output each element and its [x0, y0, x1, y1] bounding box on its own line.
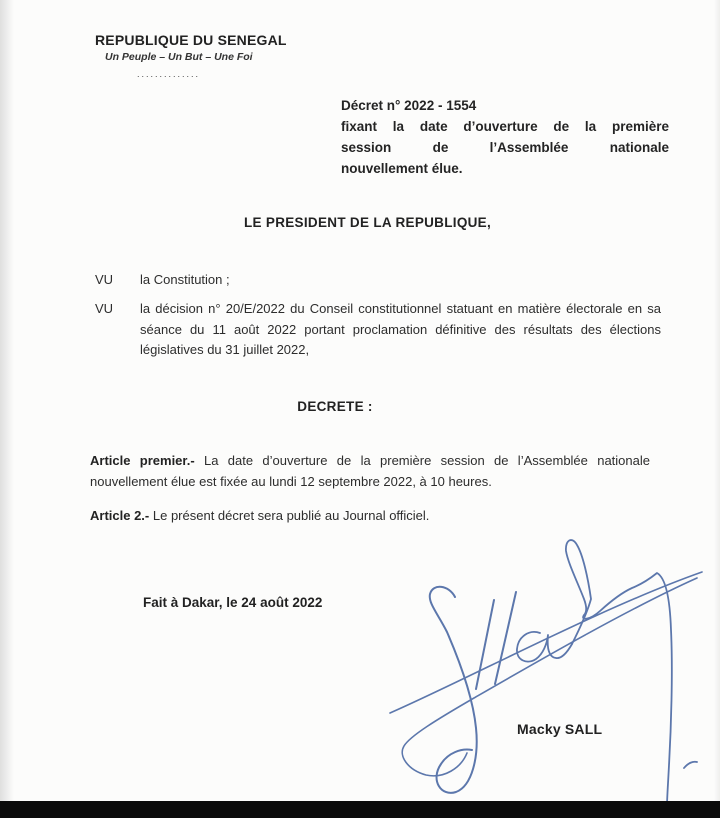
article-2-text: Le présent décret sera publié au Journal officiel. — [152, 508, 430, 523]
separator-dots: .............. — [137, 69, 201, 79]
screenshot-bottom-black-bar — [0, 801, 720, 818]
signer-name: Macky SALL — [517, 721, 603, 737]
article-1 — [90, 450, 650, 492]
article-1-label: Article premier.- — [90, 453, 195, 468]
country-name: REPUBLIQUE DU SENEGAL — [95, 32, 287, 48]
signature-stroke-l2 — [495, 592, 516, 684]
signature-stroke-l1 — [476, 600, 494, 689]
decrete-heading: DECRETE : — [297, 399, 373, 414]
visa-item — [95, 299, 661, 360]
signature-stroke-initial — [430, 587, 477, 793]
decree-title-block — [341, 95, 669, 179]
handwritten-signature — [375, 515, 720, 815]
signature-stroke-diagonal-lower — [402, 578, 697, 776]
issuing-authority-heading: LE PRESIDENT DE LA REPUBLIQUE, — [244, 215, 492, 230]
signature-stroke-tick — [684, 762, 697, 768]
signature-stroke-loop-and-descender — [566, 540, 672, 806]
letterhead — [95, 32, 315, 79]
decree-number: Décret n° 2022 - 1554 — [341, 98, 477, 113]
visa-item — [95, 270, 661, 290]
scan-left-shadow — [0, 0, 14, 818]
national-motto: Un Peuple – Un But – Une Foi — [105, 51, 253, 63]
article-2-label: Article 2.- — [90, 508, 150, 523]
article-1-text: La date d’ouverture de la première session de l’Assemblée nationale nouvellement élue est fixée au lundi 12 septembre 2022, à 10 heures. — [90, 453, 650, 489]
visas-list — [95, 270, 661, 360]
decree-subject-line-2: session de l’Assemblée nationale — [341, 140, 669, 155]
visa-text: la décision n° 20/E/2022 du Conseil constitutionnel statuant en matière électorale en sa séance du 11 août 2022 portant proclamation définitive des résultats des élections législatives du 31 juillet 2022, — [140, 301, 661, 357]
decree-subject-line-1: fixant la date d’ouverture de la première — [341, 119, 669, 134]
decree-subject-line-3: nouvellement élue. — [341, 161, 463, 176]
visa-label: VU — [95, 272, 114, 287]
visa-text: la Constitution ; — [140, 272, 230, 287]
place-and-date-line: Fait à Dakar, le 24 août 2022 — [143, 595, 323, 610]
visa-label: VU — [95, 301, 114, 317]
